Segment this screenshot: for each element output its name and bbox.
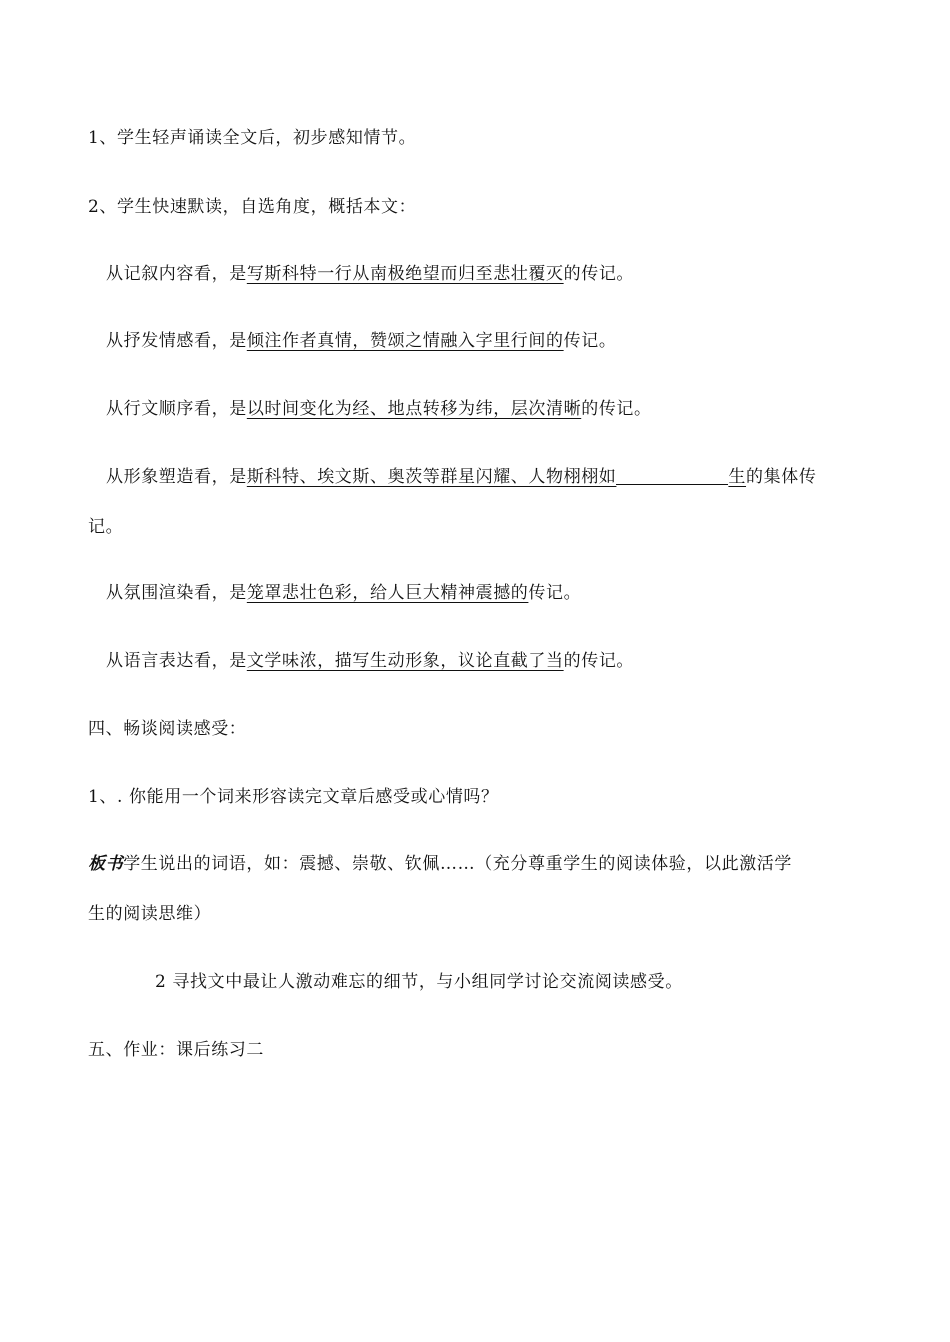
summary-order-suffix: 的传记。 <box>581 399 652 419</box>
summary-image <box>106 464 816 489</box>
summary-content-suffix: 的传记。 <box>563 264 635 284</box>
summary-content <box>106 262 634 286</box>
summary-language-suffix: 的传记。 <box>563 651 635 671</box>
summary-order-answer: 以时间变化为经、地点转移为纬，层次清晰 <box>246 399 582 419</box>
board-notes <box>88 852 792 876</box>
summary-language <box>106 649 634 673</box>
summary-atmosphere-answer: 笼罩悲壮色彩，给人巨大精神震撼的 <box>246 583 529 603</box>
summary-image-blank <box>616 467 728 485</box>
board-notes-label: 板书 <box>88 854 124 874</box>
section-4-heading: 四、畅谈阅读感受： <box>88 719 247 739</box>
board-notes-continuation: 生的阅读思维） <box>88 904 212 924</box>
question-1: 1、. 你能用一个词来形容读完文章后感受或心情吗？ <box>88 787 499 807</box>
summary-order-prefix: 从行文顺序看，是 <box>106 399 247 419</box>
summary-content-answer: 写斯科特一行从南极绝望而归至悲壮覆灭 <box>246 264 564 284</box>
board-notes-text: 学生说出的词语，如：震撼、崇敬、钦佩……（充分尊重学生的阅读体验，以此激活学 <box>123 854 793 874</box>
summary-atmosphere-suffix: 传记。 <box>528 583 582 603</box>
summary-emotion-prefix: 从抒发情感看，是 <box>106 331 247 351</box>
summary-atmosphere-prefix: 从氛围渲染看，是 <box>106 583 247 603</box>
summary-language-answer: 文学味浓，描写生动形象，议论直截了当 <box>246 651 564 671</box>
summary-emotion-answer: 倾注作者真情，赞颂之情融入字里行间的 <box>246 331 564 351</box>
summary-language-prefix: 从语言表达看，是 <box>106 651 247 671</box>
question-2: 2 寻找文中最让人激动难忘的细节，与小组同学讨论交流阅读感受。 <box>155 972 683 992</box>
step-2-text: 2、学生快速默读，自选角度，概括本文： <box>88 197 417 217</box>
summary-emotion-suffix: 传记。 <box>563 331 617 351</box>
summary-atmosphere <box>106 581 581 605</box>
summary-order <box>106 397 652 421</box>
summary-image-suffix: 的集体传 <box>746 467 817 487</box>
summary-content-prefix: 从记叙内容看，是 <box>106 264 247 284</box>
summary-emotion <box>106 329 616 353</box>
summary-image-answer: 斯科特、埃文斯、奥茨等群星闪耀、人物栩栩如 <box>246 467 617 487</box>
summary-image-prefix: 从形象塑造看，是 <box>106 467 247 487</box>
section-5-heading: 五、作业：课后练习二 <box>88 1040 264 1060</box>
summary-image-continuation: 记。 <box>88 517 124 537</box>
step-1-text: 1、学生轻声诵读全文后，初步感知情节。 <box>88 128 417 148</box>
summary-image-answer-end: 生 <box>728 467 747 487</box>
